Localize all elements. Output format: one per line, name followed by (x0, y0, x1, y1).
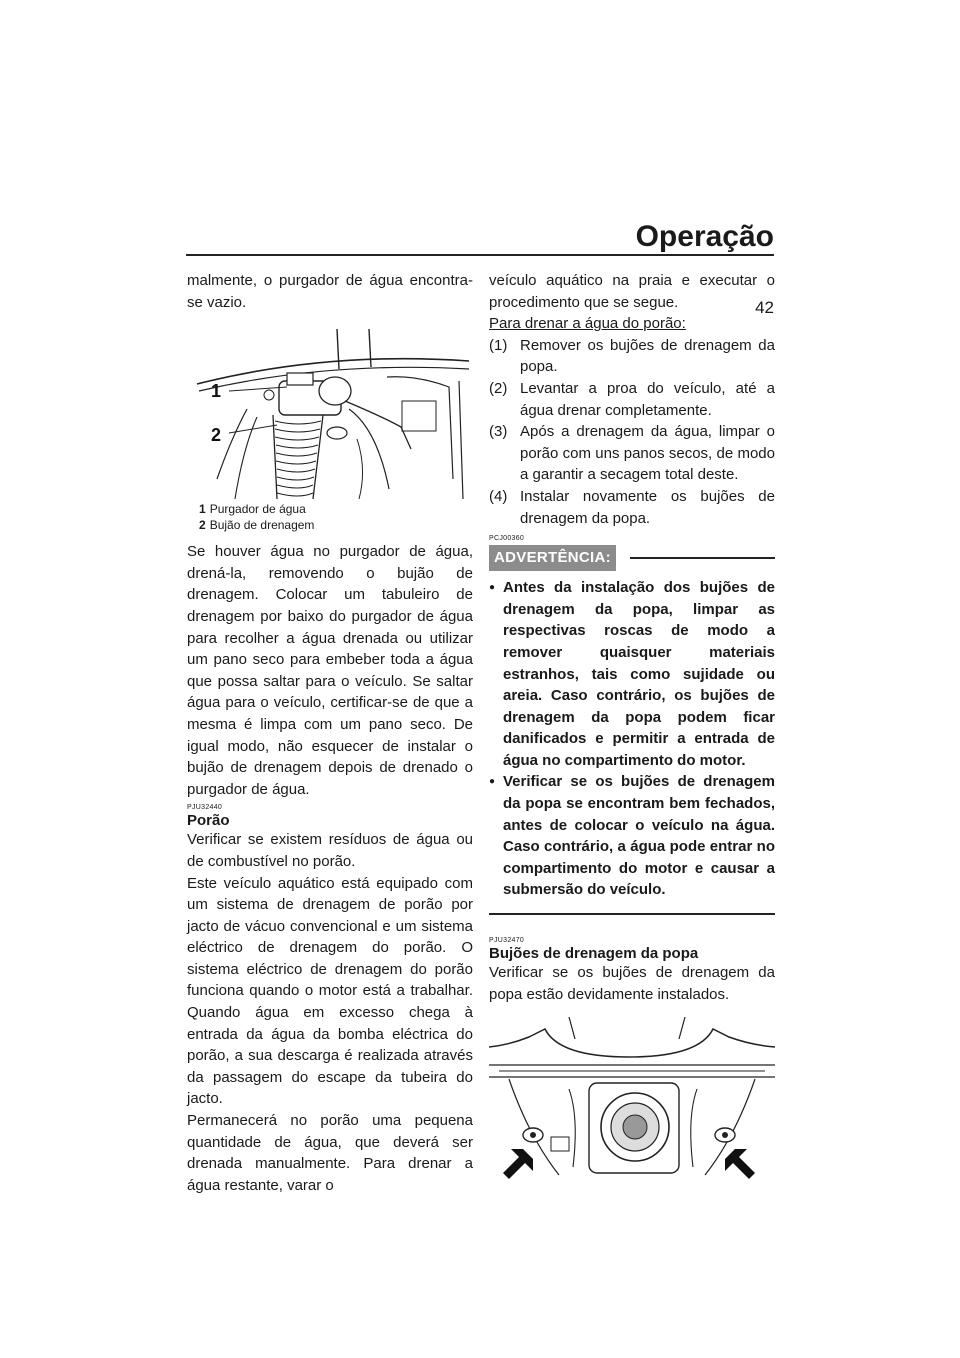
porao-paragraph-2: Este veículo aquático está equipado com um sistema de drenagem de porão por jacto de vácuo convencional e um sistema eléctrico de drenagem do porão. O sistema eléctrico de drenagem do porão funciona quando o motor está a trabalhar. Quando água em excesso chega à entrada da água da bomba eléctrica do porão, a sua descarga é realizada através da passagem do escape da tubeira do jacto. (187, 874, 473, 1108)
step-text: Remover os bujões de drenagem da popa. (520, 336, 775, 376)
caption-number: 2 (199, 518, 206, 533)
stern-drain-plugs-illustration (489, 1017, 775, 1187)
warning-text: Antes da instalação dos bujões de drenagem da popa, limpar as respectivas roscas de modo a remover quaisquer materiais estranhos, tais como sujidade ou areia. Caso contrário, os bujões de drenagem da popa podem ficar danificados e permitir a entrada de água no compartimento do motor. (503, 579, 775, 769)
list-item (489, 771, 775, 901)
left-column (187, 270, 473, 1196)
bullet-icon: ● (489, 776, 496, 788)
page-number: 42 (755, 298, 774, 317)
step-text: Após a drenagem da água, limpar o porão com uns panos secos, de modo a garantir a secagem total deste. (520, 423, 775, 484)
page-title: Operação (635, 220, 774, 253)
caption-item (199, 501, 473, 517)
caption-number: 1 (199, 502, 206, 517)
water-separator-illustration (187, 329, 473, 499)
figure-stern-drain-plugs (489, 1017, 775, 1187)
continued-paragraph: veículo aquático na praia e executar o procedimento que se segue. (489, 272, 775, 311)
list-item (489, 378, 775, 421)
caption-text: Bujão de drenagem (209, 518, 315, 533)
step-text: Instalar novamente os bujões de drenagem da popa. (520, 487, 775, 527)
callout-1: 1 (211, 381, 222, 402)
porao-paragraph-3: Permanecerá no porão uma pequena quantidade de água, que deverá ser drenada manualmente. Para drenar a água restante, varar o (187, 1112, 473, 1194)
warning-badge: ADVERTÊNCIA: (489, 545, 616, 571)
warning-rule (630, 557, 775, 559)
warning-list (489, 577, 775, 901)
bullet-icon: ● (489, 582, 496, 594)
procedure-steps (489, 335, 775, 529)
right-column (489, 270, 775, 1187)
reference-code: PJU32470 (489, 937, 525, 945)
intro-paragraph: malmente, o purgador de água encontra-se vazio. (187, 272, 473, 311)
step-text: Levantar a proa do veículo, até a água drenar completamente. (520, 379, 775, 419)
caption-item (199, 517, 473, 533)
list-item (489, 421, 775, 486)
figure-water-separator (187, 329, 473, 533)
figure-caption (187, 501, 473, 533)
warning-text: Verificar se os bujões de drenagem da popa se encontram bem fechados, antes de colocar o veículo na água. Caso contrário, a água pode entrar no compartimento do motor e causar a submersão do veículo. (503, 773, 775, 899)
arrow-right-icon (725, 1149, 755, 1179)
reference-code: PCJ00360 (489, 535, 525, 543)
section-heading-bujoes: Bujões de drenagem da popa (489, 945, 699, 963)
warning-header (489, 545, 775, 571)
caption-text: Purgador de água (209, 502, 306, 517)
procedure-subheading: Para drenar a água do porão: (489, 315, 686, 333)
bujoes-paragraph: Verificar se os bujões de drenagem da popa estão devidamente instalados. (489, 964, 775, 1003)
section-heading-porao: Porão (187, 812, 230, 830)
list-item (489, 577, 775, 771)
step-number: (2) (489, 379, 508, 397)
step-number: (4) (489, 487, 508, 505)
water-separator-paragraph: Se houver água no purgador de água, drená-la, removendo o bujão de drenagem. Colocar um tabuleiro de drenagem por baixo do purgador de água para recolher a água drenada ou utilizar um pano seco para embeber toda a água que possa saltar para o veículo. Se saltar água para o veículo, certificar-se de que a mesma é limpa com um pano seco. De igual modo, não esquecer de instalar o bujão de drenagem depois de drenado o purgador de água. (187, 543, 473, 798)
reference-code: PJU32440 (187, 804, 223, 812)
list-item (489, 486, 775, 529)
step-number: (1) (489, 336, 508, 354)
porao-paragraph-1: Verificar se existem resíduos de água ou de combustível no porão. (187, 831, 473, 870)
header-rule (186, 254, 774, 256)
list-item (489, 335, 775, 378)
step-number: (3) (489, 423, 508, 441)
callout-2: 2 (211, 425, 222, 446)
arrow-left-icon (503, 1149, 533, 1179)
warning-end-rule (489, 913, 775, 915)
